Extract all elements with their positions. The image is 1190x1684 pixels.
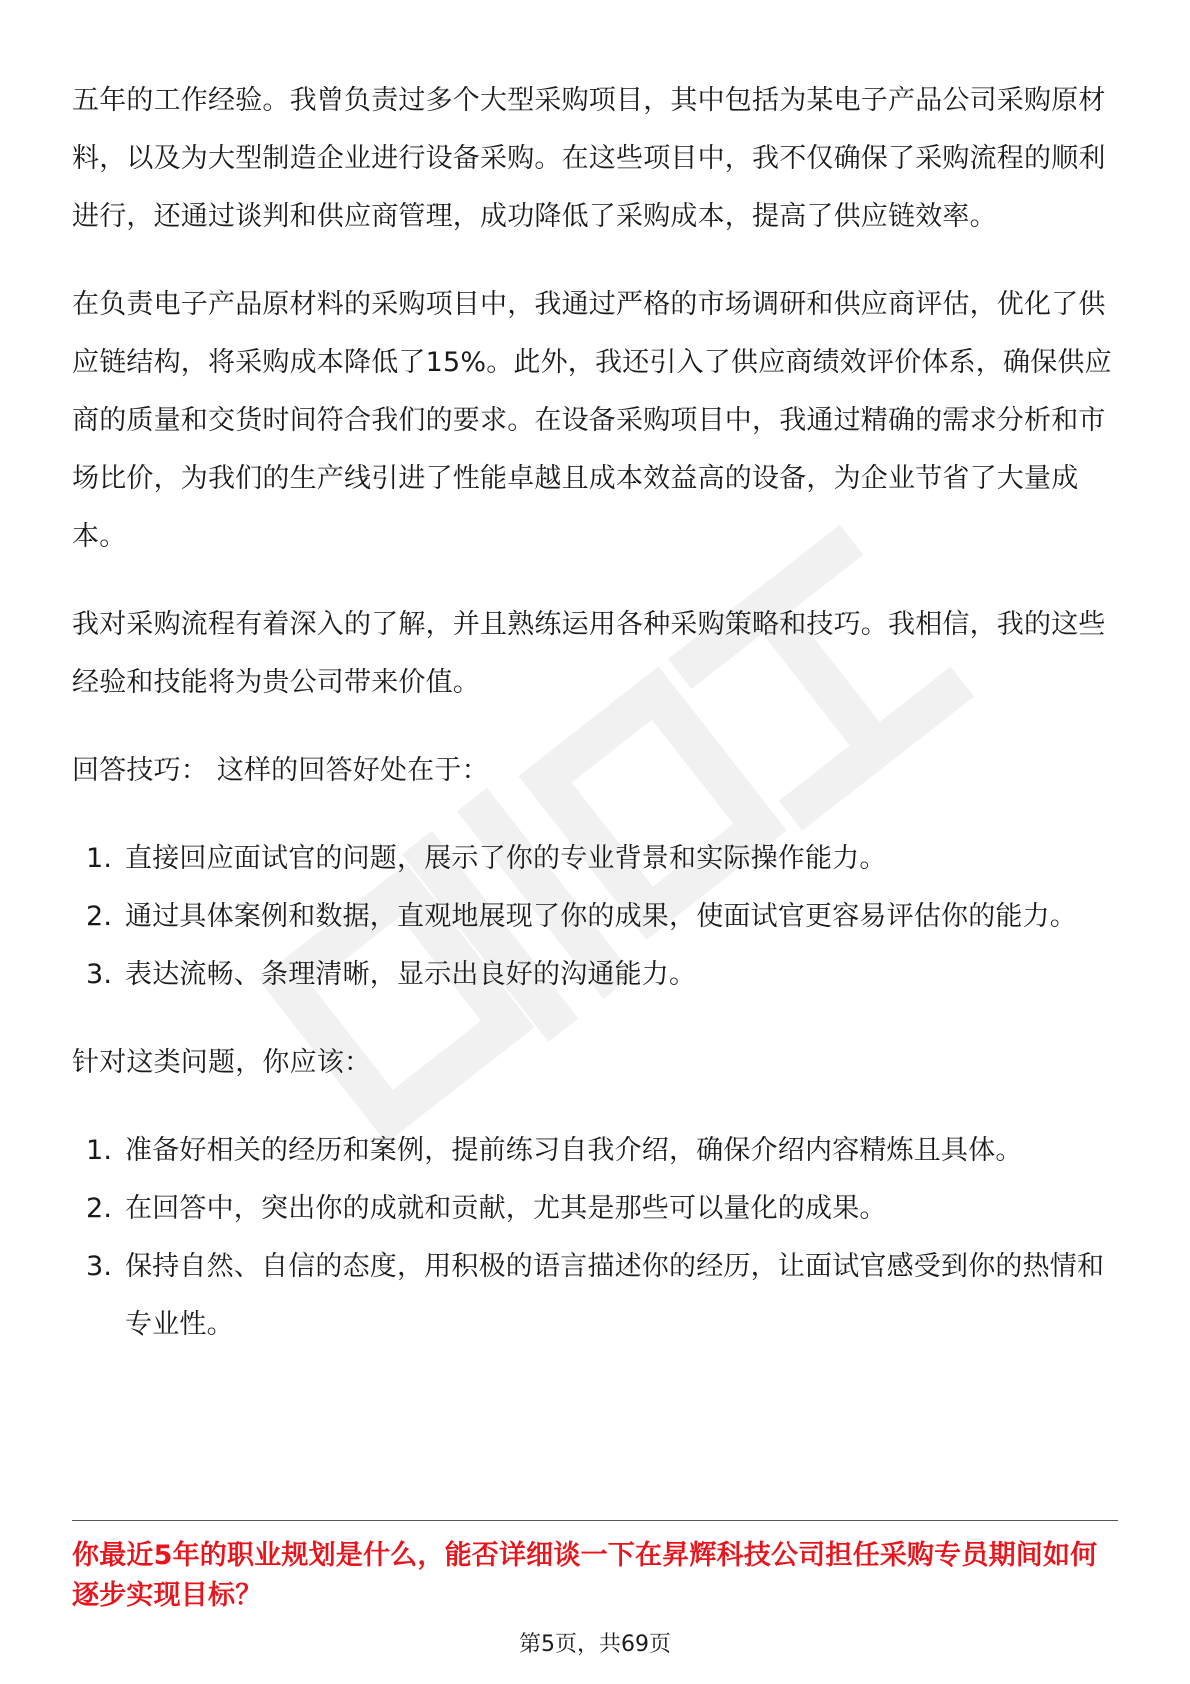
- list-item: 1. 准备好相关的经历和案例，提前练习自我介绍，确保介绍内容精炼且具体。: [86, 1135, 1023, 1166]
- paragraph-summary: 我对采购流程有着深入的了解，并且熟练运用各种采购策略和技巧。我相信，我的这些经验和技能将为贵公司带来价值。: [72, 609, 1106, 698]
- list-item: 1. 直接回应面试官的问题，展示了你的专业背景和实际操作能力。: [86, 843, 887, 874]
- next-question-heading: 你最近5年的职业规划是什么，能否详细谈一下在昇辉科技公司担任采购专员期间如何逐步实现目标？: [72, 1540, 1098, 1611]
- document-body: [72, 22, 1118, 1384]
- list-item: 3. 保持自然、自信的态度，用积极的语言描述你的经历，让面试官感受到你的热情和专业性。: [86, 1251, 1105, 1340]
- list-item: 2. 在回答中，突出你的成就和贡献，尤其是那些可以量化的成果。: [86, 1193, 887, 1224]
- list-item: 2. 通过具体案例和数据，直观地展现了你的成果，使面试官更容易评估你的能力。: [86, 901, 1077, 932]
- paragraph-experience: 五年的工作经验。我曾负责过多个大型采购项目，其中包括为某电子产品公司采购原材料，以及为大型制造企业进行设备采购。在这些项目中，我不仅确保了采购流程的顺利进行，还通过谈判和供应商管理，成功降低了采购成本，提高了供应链效率。: [72, 85, 1106, 232]
- advice-heading: 针对这类问题，你应该：: [72, 1047, 372, 1078]
- advice-list: [72, 1122, 1118, 1354]
- section-divider: [72, 1520, 1118, 1521]
- list-item: 3. 表达流畅、条理清晰，显示出良好的沟通能力。: [86, 959, 697, 990]
- page-footer: 第5页，共69页: [519, 1632, 671, 1657]
- paragraph-results: 在负责电子产品原材料的采购项目中，我通过严格的市场调研和供应商评估，优化了供应链结构，将采购成本降低了15%。此外，我还引入了供应商绩效评价体系，确保供应商的质量和交货时间符合我们的要求。在设备采购项目中，我通过精确的需求分析和市场比价，为我们的生产线引进了性能卓越且成本效益高的设备，为企业节省了大量成本。: [72, 289, 1112, 552]
- tips-heading: 回答技巧： 这样的回答好处在于：: [72, 755, 489, 786]
- tips-list: [72, 830, 1118, 1004]
